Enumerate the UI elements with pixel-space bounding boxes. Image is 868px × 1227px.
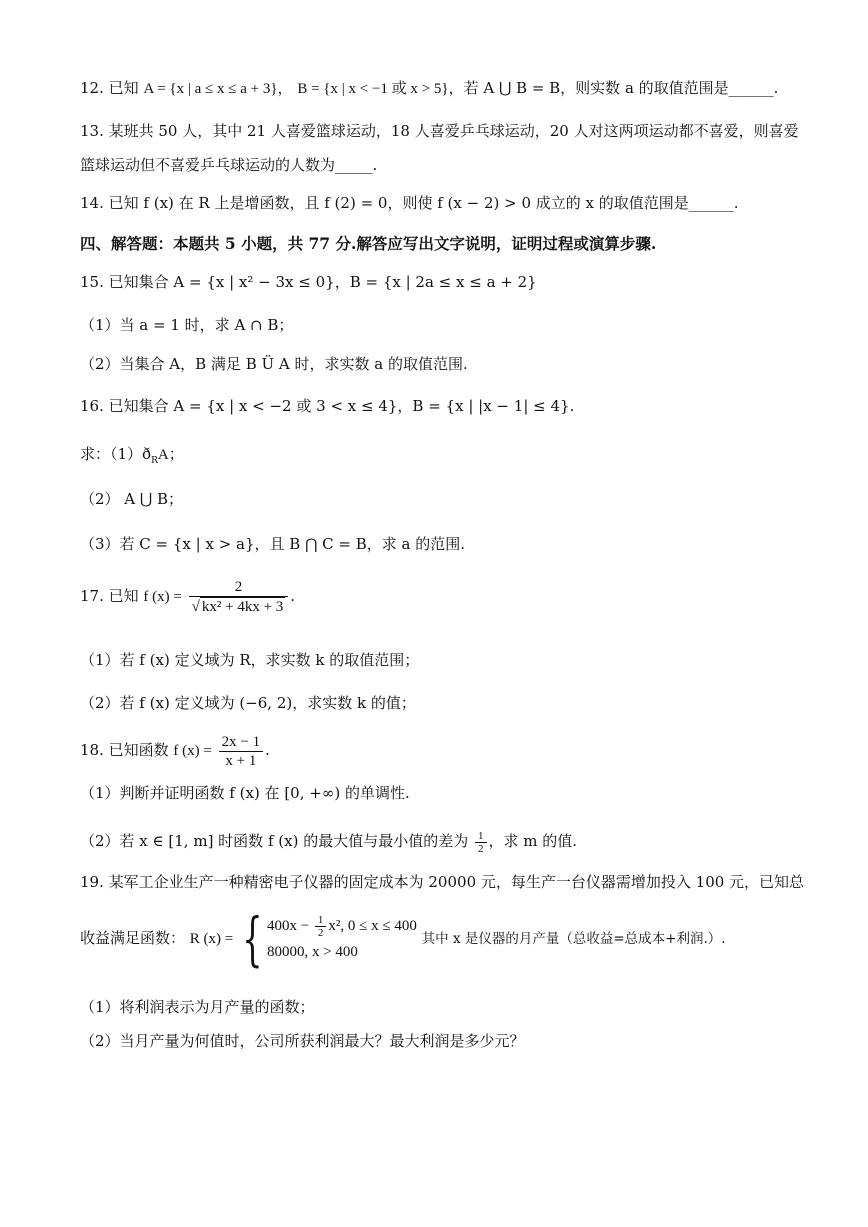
fraction-numerator: 1 xyxy=(475,830,487,843)
fraction-denominator: x + 1 xyxy=(225,752,257,769)
part-label: 求：（1）ð xyxy=(80,445,152,463)
question-18-part-1: （1）判断并证明函数 f (x) 在 [0, +∞) 的单调性. xyxy=(80,784,410,802)
question-17-part-2: （2）若 f (x) 定义域为 (−6, 2)，求实数 k 的值； xyxy=(80,694,416,712)
question-14: 14. 已知 f (x) 在 R 上是增函数，且 f (2) = 0，则使 f (x − 2) > 0 成立的 x 的取值范围是______. xyxy=(80,194,739,212)
fraction-denominator: √ kx² + 4kx + 3 xyxy=(191,599,284,615)
part-text: A； xyxy=(157,447,184,463)
question-15-part-1: （1）当 a = 1 时，求 A ∩ B； xyxy=(80,316,294,334)
fraction xyxy=(219,733,263,770)
question-13-line-1: 13. 某班共 50 人，其中 21 人喜爱篮球运动，18 人喜爱乒乓球运动，20 人对这两项运动都不喜爱，则喜爱 xyxy=(80,122,799,140)
question-16-stem: 16. 已知集合 A = {x | x < −2 或 3 < x ≤ 4}，B = {x | |x − 1| ≤ 4}. xyxy=(80,397,575,415)
function-name: f (x) = xyxy=(143,589,182,605)
set-b-definition: B = {x | x < −1 或 x > 5} xyxy=(297,81,449,97)
question-text: ，若 A ⋃ B = B，则实数 a 的取值范围是______. xyxy=(448,79,779,97)
part-text: （2）若 x ∈ [1, m] 时函数 f (x) 的最大值与最小值的差为 xyxy=(80,832,469,850)
case-2: 80000, x > 400 xyxy=(266,944,358,961)
period: . xyxy=(265,741,270,759)
case-text: x², 0 ≤ x ≤ 400 xyxy=(328,917,417,934)
fraction xyxy=(189,578,289,616)
question-12 xyxy=(80,78,798,99)
question-19-piecewise xyxy=(80,905,798,971)
question-17-stem xyxy=(80,576,798,617)
piecewise-cases xyxy=(267,913,417,965)
fraction-denominator: 2 xyxy=(317,927,324,940)
question-18-part-2 xyxy=(80,828,798,855)
case-1 xyxy=(267,913,417,939)
fraction xyxy=(475,830,487,855)
question-16-part-2: （2） A ⋃ B； xyxy=(80,490,184,508)
question-15-part-2: （2）当集合 A，B 满足 B Ü A 时，求实数 a 的取值范围. xyxy=(80,355,468,373)
set-a-definition: A = {x | a ≤ x ≤ a + 3} xyxy=(143,81,278,97)
function-name: f (x) = xyxy=(173,743,212,759)
sqrt-radicand: kx² + 4kx + 3 xyxy=(201,599,284,615)
question-19-part-2: （2）当月产量为何值时，公司所获利润最大？最大利润是多少元？ xyxy=(80,1032,525,1050)
question-16-part-1 xyxy=(80,444,798,471)
question-lead: 18. 已知函数 xyxy=(80,741,169,759)
period: . xyxy=(290,587,296,605)
section-heading: 四、解答题：本题共 5 小题，共 77 分.解答应写出文字说明，证明过程或演算步骤. xyxy=(80,234,657,253)
piecewise-function xyxy=(238,905,417,973)
question-15-stem: 15. 已知集合 A = {x | x² − 3x ≤ 0}，B = {x | 2a ≤ x ≤ a + 2} xyxy=(80,273,537,291)
separator: ， xyxy=(277,79,293,97)
question-text: 已知 xyxy=(108,79,139,97)
question-19-part-1: （1）将利润表示为月产量的函数； xyxy=(80,998,315,1016)
question-17-part-1: （1）若 f (x) 定义域为 R，求实数 k 的取值范围； xyxy=(80,651,420,669)
fraction xyxy=(315,914,327,939)
question-number: 12. xyxy=(80,79,104,97)
question-tail: 其中 x 是仪器的月产量（总收益=总成本+利润.）. xyxy=(421,931,726,947)
case-text: 400x − xyxy=(266,917,310,934)
fraction-denominator: 2 xyxy=(478,842,484,855)
fraction-numerator: 1 xyxy=(315,914,327,927)
question-18-stem xyxy=(80,730,798,771)
part-text: ，求 m 的值. xyxy=(488,832,578,850)
question-16-part-3: （3）若 C = {x | x > a}，且 B ⋂ C = B，求 a 的范围. xyxy=(80,535,466,553)
fraction-numerator: 2x − 1 xyxy=(219,733,263,752)
question-19-line-1: 19. 某军工企业生产一种精密电子仪器的固定成本为 20000 元，每生产一台仪器需增加投入 100 元，已知总 xyxy=(80,873,805,891)
question-lead: 17. 已知 xyxy=(80,587,139,605)
left-brace: { xyxy=(242,905,263,973)
fraction-numerator: 2 xyxy=(189,578,289,597)
function-name: R (x) = xyxy=(189,931,234,947)
question-lead: 收益满足函数： xyxy=(80,929,186,947)
complement-subscript: R xyxy=(151,456,158,466)
question-13-line-2: 篮球运动但不喜爱乒乓球运动的人数为_____. xyxy=(80,156,378,174)
